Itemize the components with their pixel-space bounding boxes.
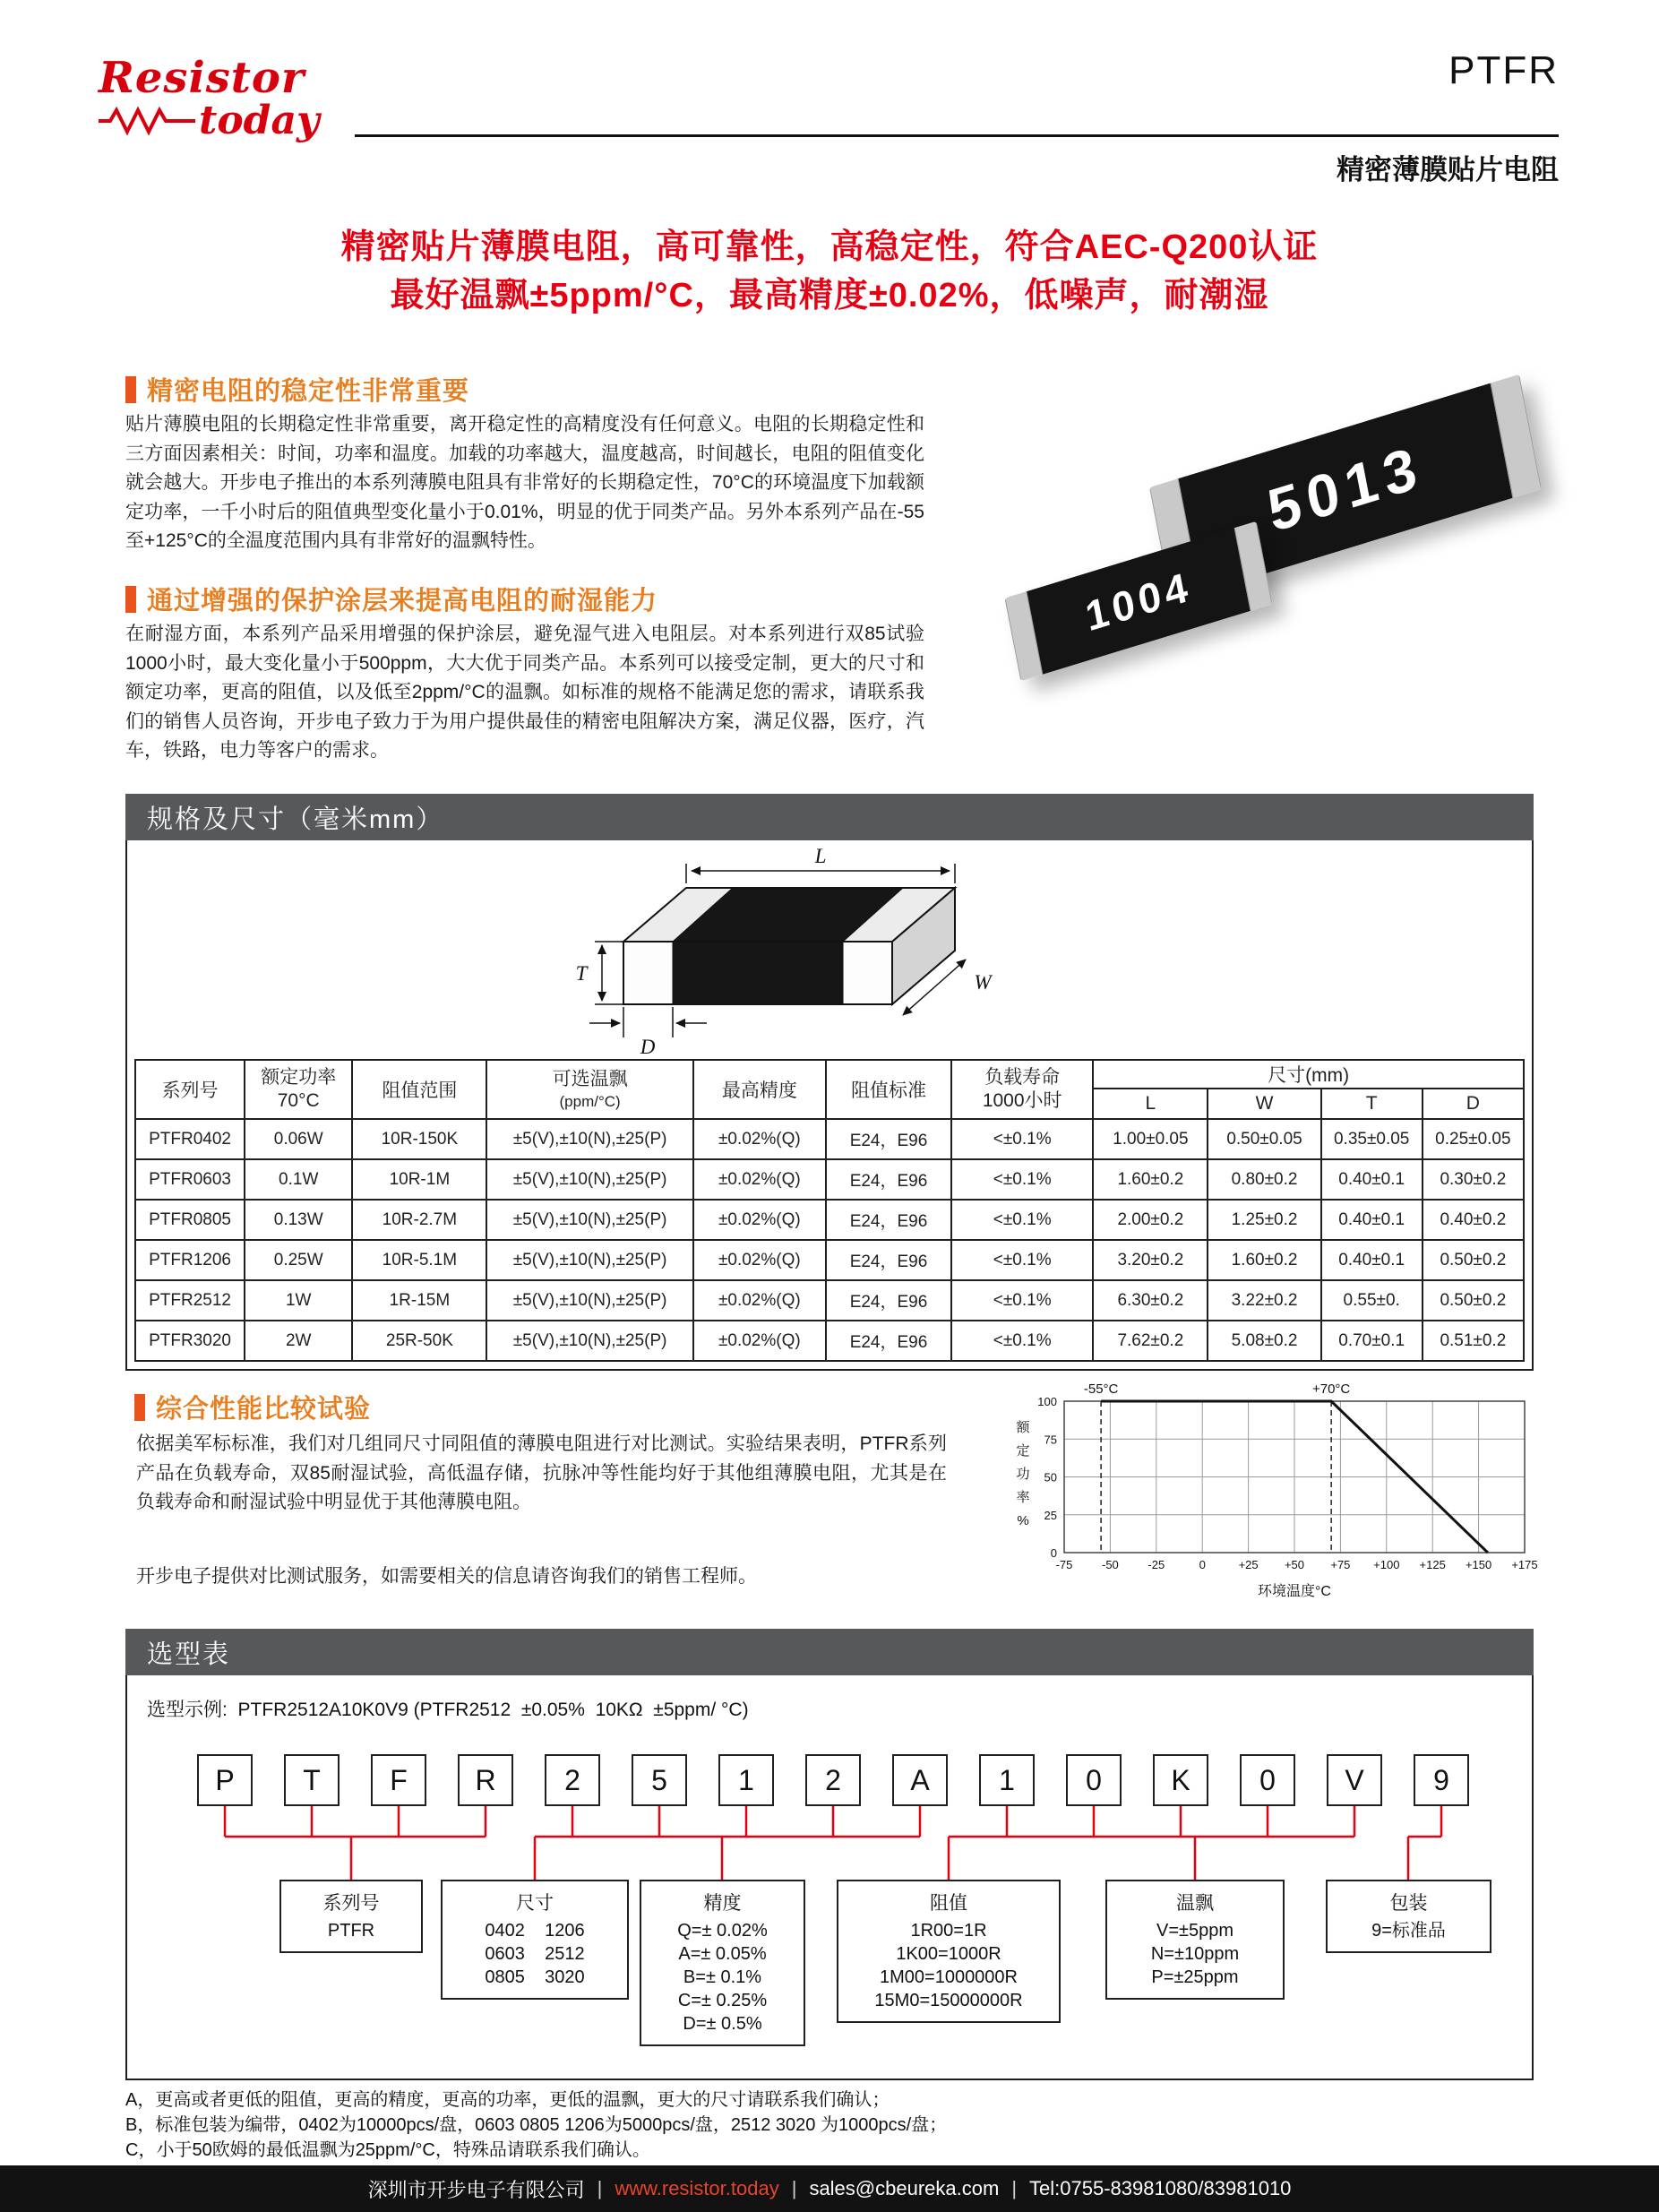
cell-power: 0.06W [245, 1119, 352, 1159]
chip-marking-small: 1004 [1027, 528, 1250, 675]
legend-packaging-line: 9=标准品 [1371, 1921, 1446, 1941]
cell-standard: E24，E96 [826, 1119, 951, 1159]
svg-text:率: 率 [1016, 1490, 1030, 1505]
logo-text-today: today [199, 98, 320, 144]
code-box-12: 0 [1240, 1754, 1295, 1806]
footnote-c: C，小于50欧姆的最低温飘为25ppm/°C，特殊品请联系我们确认。 [125, 2140, 650, 2160]
cell-L: 6.30±0.2 [1093, 1280, 1208, 1321]
legend-precision [640, 1880, 805, 2046]
code-box-11: K [1153, 1754, 1208, 1806]
svg-text:环境温度°C: 环境温度°C [1258, 1584, 1331, 1599]
code-box-9: 1 [979, 1754, 1035, 1806]
cell-power: 1W [245, 1280, 352, 1321]
cell-tcr: ±5(V),±10(N),±25(P) [486, 1321, 692, 1361]
footer-email: sales@cbeureka.com [809, 2177, 1000, 2199]
legend-resistance-line: 1M00=1000000R [879, 1967, 1018, 1987]
derating-chart [1005, 1374, 1543, 1603]
cell-range: 10R-150K [352, 1119, 486, 1159]
section-moisture-heading [125, 581, 658, 617]
chip-resistor-small [1004, 521, 1272, 682]
legend-packaging [1326, 1880, 1491, 1953]
cell-L: 2.00±0.2 [1093, 1200, 1208, 1240]
cell-standard: E24，E96 [826, 1240, 951, 1280]
footer-separator: | [791, 2177, 797, 2199]
cell-precision: ±0.02%(Q) [693, 1200, 826, 1240]
cell-D: 0.30±0.2 [1423, 1159, 1524, 1200]
cell-W: 0.80±0.2 [1208, 1159, 1320, 1200]
ordering-example: 选型示例: PTFR2512A10K0V9 (PTFR2512 ±0.05% 10KΩ ±5ppm/ °C) [147, 1700, 749, 1720]
col-header-dim-W: W [1208, 1089, 1320, 1119]
code-box-10: 0 [1066, 1754, 1122, 1806]
col-header-power-line1: 额定功率 [261, 1066, 337, 1088]
col-header-load [951, 1060, 1093, 1119]
svg-text:+75: +75 [1330, 1558, 1351, 1571]
cell-T: 0.40±0.1 [1321, 1240, 1423, 1280]
code-box-2: F [371, 1754, 426, 1806]
footer-separator: | [597, 2177, 603, 2199]
cell-standard: E24，E96 [826, 1159, 951, 1200]
svg-text:+175: +175 [1511, 1558, 1538, 1571]
legend-tcr-line: N=±10ppm [1150, 1944, 1240, 1964]
legend-packaging-title: 包装 [1389, 1893, 1428, 1914]
cell-load: <±0.1% [951, 1280, 1093, 1321]
code-box-0: P [197, 1754, 253, 1806]
col-header-standard: 阻值标准 [826, 1060, 951, 1119]
svg-text:100: 100 [1037, 1395, 1057, 1408]
legend-tcr-title: 温飘 [1176, 1893, 1214, 1914]
cell-tcr: ±5(V),±10(N),±25(P) [486, 1159, 692, 1200]
legend-precision-line: Q=± 0.02% [677, 1921, 768, 1941]
legend-precision-line: A=± 0.05% [678, 1944, 767, 1964]
table-row [135, 1119, 1524, 1159]
cell-series: PTFR3020 [135, 1321, 245, 1361]
dim-label-T: T [575, 962, 588, 985]
col-header-power-line2: 70°C [277, 1090, 320, 1111]
cell-L: 3.20±0.2 [1093, 1240, 1208, 1280]
logo-line2 [99, 100, 320, 142]
legend-size-line: 0402 1206 [485, 1921, 585, 1941]
svg-text:+70°C: +70°C [1311, 1381, 1351, 1397]
cell-W: 5.08±0.2 [1208, 1321, 1320, 1361]
cell-T: 0.35±0.05 [1321, 1119, 1423, 1159]
section-stability-body: 贴片薄膜电阻的长期稳定性非常重要，离开稳定性的高精度没有任何意义。电阻的长期稳定性和三方面因素相关：时间，功率和温度。加载的功率越大，温度越高，时间越长，电阻的阻值变化就会越大。开步电子推出的本系列薄膜电阻具有非常好的长期稳定性，70°C的环境温度下加载额定功率，一千小时后的阻值典型变化量小于0.01%，明显的优于同类产品。另外本系列产品在-55至+125°C的全温度范围内具有非常好的温飘特性。 [125, 414, 924, 552]
col-header-load-line2: 1000小时 [982, 1090, 1062, 1111]
footer-company: 深圳市开步电子有限公司 [367, 2178, 585, 2201]
legend-series [279, 1880, 423, 1953]
brand-logo [99, 53, 320, 144]
footnote-b: B，标准包装为编带，0402为10000pcs/盘，0603 0805 1206为5000pcs/盘，2512 3020 为1000pcs/盘； [125, 2115, 948, 2135]
cell-L: 1.60±0.2 [1093, 1159, 1208, 1200]
section-bar-icon [125, 586, 136, 613]
logo-text-resistor: Resistor [99, 53, 305, 103]
code-box-4: 2 [545, 1754, 600, 1806]
svg-text:-25: -25 [1148, 1558, 1165, 1571]
legend-resistance-line: 1R00=1R [910, 1921, 987, 1941]
legend-tcr [1105, 1880, 1285, 2000]
col-header-power [245, 1060, 352, 1119]
spec-table [134, 1059, 1525, 1362]
footer-separator: | [1011, 2177, 1018, 2199]
cell-load: <±0.1% [951, 1119, 1093, 1159]
svg-text:额: 额 [1016, 1420, 1030, 1435]
product-photo [1010, 391, 1569, 704]
section-moisture-title: 通过增强的保护涂层来提高电阻的耐湿能力 [147, 587, 658, 615]
col-header-load-line1: 负载寿命 [984, 1066, 1061, 1088]
cell-standard: E24，E96 [826, 1321, 951, 1361]
cell-load: <±0.1% [951, 1321, 1093, 1361]
cell-power: 0.25W [245, 1240, 352, 1280]
svg-text:75: 75 [1044, 1433, 1057, 1447]
cell-tcr: ±5(V),±10(N),±25(P) [486, 1119, 692, 1159]
headline-line2: 最好温飘±5ppm/°C，最高精度±0.02%，低噪声，耐潮湿 [390, 276, 1269, 314]
col-header-dim-L: L [1093, 1089, 1208, 1119]
col-header-dim-T: T [1321, 1089, 1423, 1119]
cell-load: <±0.1% [951, 1159, 1093, 1200]
cell-range: 10R-1M [352, 1159, 486, 1200]
legend-series-title: 系列号 [322, 1893, 380, 1914]
col-header-series: 系列号 [135, 1060, 245, 1119]
cell-W: 1.25±0.2 [1208, 1200, 1320, 1240]
cell-series: PTFR0805 [135, 1200, 245, 1240]
cell-precision: ±0.02%(Q) [693, 1119, 826, 1159]
cell-tcr: ±5(V),±10(N),±25(P) [486, 1200, 692, 1240]
section-bar-icon [125, 376, 136, 403]
product-code: PTFR [1448, 48, 1559, 92]
resistor-zigzag-icon [99, 106, 197, 136]
col-header-dimension: 尺寸(mm) [1093, 1060, 1524, 1089]
footnotes [125, 2087, 947, 2163]
spec-panel-title: 规格及尺寸（毫米mm） [147, 805, 444, 834]
table-row [135, 1280, 1524, 1321]
code-box-6: 1 [718, 1754, 774, 1806]
svg-text:+50: +50 [1284, 1558, 1305, 1571]
cell-load: <±0.1% [951, 1240, 1093, 1280]
legend-resistance-title: 阻值 [930, 1893, 967, 1914]
table-row [135, 1321, 1524, 1361]
cell-series: PTFR0402 [135, 1119, 245, 1159]
headline-line1: 精密贴片薄膜电阻，高可靠性，高稳定性，符合AEC-Q200认证 [340, 228, 1319, 266]
code-box-1: T [284, 1754, 340, 1806]
dimension-diagram [489, 848, 1170, 1058]
cell-D: 0.50±0.2 [1423, 1240, 1524, 1280]
svg-text:%: % [1017, 1513, 1029, 1528]
table-row [135, 1200, 1524, 1240]
chip-marking-large: 5013 [1178, 383, 1512, 594]
selection-panel-header [125, 1629, 1534, 1675]
headline [0, 224, 1659, 321]
dim-label-W: W [974, 971, 992, 994]
cell-power: 2W [245, 1321, 352, 1361]
svg-text:+125: +125 [1419, 1558, 1446, 1571]
code-box-3: R [458, 1754, 513, 1806]
footer-website: www.resistor.today [615, 2177, 779, 2199]
legend-precision-line: D=± 0.5% [683, 2014, 762, 2034]
cell-D: 0.51±0.2 [1423, 1321, 1524, 1361]
cell-precision: ±0.02%(Q) [693, 1159, 826, 1200]
legend-precision-title: 精度 [703, 1893, 742, 1914]
cell-tcr: ±5(V),±10(N),±25(P) [486, 1280, 692, 1321]
dim-label-D: D [640, 1036, 656, 1058]
cell-D: 0.50±0.2 [1423, 1280, 1524, 1321]
legend-resistance [837, 1880, 1061, 2023]
svg-text:0: 0 [1199, 1558, 1206, 1571]
cell-series: PTFR0603 [135, 1159, 245, 1200]
svg-text:0: 0 [1050, 1546, 1057, 1560]
section-stability-heading [125, 371, 469, 408]
cell-T: 0.70±0.1 [1321, 1321, 1423, 1361]
cell-L: 7.62±0.2 [1093, 1321, 1208, 1361]
cell-range: 1R-15M [352, 1280, 486, 1321]
cell-load: <±0.1% [951, 1200, 1093, 1240]
svg-text:+100: +100 [1373, 1558, 1400, 1571]
section-moisture-body: 在耐湿方面，本系列产品采用增强的保护涂层，避免湿气进入电阻层。对本系列进行双85试验1000小时，最大变化量小于500ppm，大大优于同类产品。本系列可以接受定制，更大的尺寸和额定功率，更高的阻值，以及低至2ppm/°C的温飘。如标准的规格不能满足您的需求，请联系我们的销售人员咨询，开步电子致力于为用户提供最佳的精密电阻解决方案，满足仪器，医疗，汽车，铁路，电力等客户的需求。 [125, 624, 924, 762]
legend-tcr-line: P=±25ppm [1151, 1967, 1239, 1987]
section-performance-body: 依据美军标标准，我们对几组同尺寸同阻值的薄膜电阻进行对比测试。实验结果表明，PTFR系列产品在负载寿命，双85耐湿试验，高低温存储，抗脉冲等性能均好于其他组薄膜电阻，尤其是在负载寿命和耐湿试验中明显优于其他薄膜电阻。 [136, 1433, 947, 1513]
svg-text:-50: -50 [1102, 1558, 1119, 1571]
col-header-precision: 最高精度 [693, 1060, 826, 1119]
cell-standard: E24，E96 [826, 1280, 951, 1321]
svg-text:功: 功 [1016, 1467, 1030, 1482]
table-row [135, 1240, 1524, 1280]
cell-W: 0.50±0.05 [1208, 1119, 1320, 1159]
dim-label-L: L [814, 848, 827, 867]
footnote-a: A，更高或者更低的阻值，更高的精度，更高的功率，更低的温飘，更大的尺寸请联系我们确认； [125, 2090, 890, 2110]
spec-panel [125, 840, 1534, 1371]
cell-range: 25R-50K [352, 1321, 486, 1361]
header-divider [355, 134, 1559, 137]
cell-precision: ±0.02%(Q) [693, 1280, 826, 1321]
cell-tcr: ±5(V),±10(N),±25(P) [486, 1240, 692, 1280]
cell-precision: ±0.02%(Q) [693, 1321, 826, 1361]
cell-L: 1.00±0.05 [1093, 1119, 1208, 1159]
svg-text:+150: +150 [1465, 1558, 1492, 1571]
cell-range: 10R-2.7M [352, 1200, 486, 1240]
legend-resistance-line: 15M0=15000000R [874, 1991, 1023, 2010]
selection-panel-title: 选型表 [147, 1640, 231, 1669]
selection-panel [125, 1675, 1534, 2080]
svg-text:50: 50 [1044, 1470, 1057, 1485]
code-box-14: 9 [1414, 1754, 1469, 1806]
col-header-tcr [486, 1060, 692, 1119]
section-performance-heading [134, 1389, 371, 1425]
section-performance-note: 开步电子提供对比测试服务，如需要相关的信息请咨询我们的销售工程师。 [136, 1566, 757, 1587]
footer-tel: Tel:0755-83981080/83981010 [1029, 2177, 1292, 2199]
cell-T: 0.40±0.1 [1321, 1159, 1423, 1200]
cell-W: 3.22±0.2 [1208, 1280, 1320, 1321]
code-box-13: V [1327, 1754, 1382, 1806]
svg-text:25: 25 [1044, 1508, 1057, 1522]
derating-chart-container [1005, 1374, 1543, 1607]
section-stability-title: 精密电阻的稳定性非常重要 [147, 377, 470, 406]
col-header-range: 阻值范围 [352, 1060, 486, 1119]
cell-D: 0.25±0.05 [1423, 1119, 1524, 1159]
legend-precision-line: C=± 0.25% [677, 1991, 768, 2010]
code-box-8: A [892, 1754, 948, 1806]
cell-T: 0.40±0.1 [1321, 1200, 1423, 1240]
svg-text:+25: +25 [1238, 1558, 1259, 1571]
legend-size [441, 1880, 629, 2000]
code-box-5: 5 [632, 1754, 687, 1806]
svg-text:-55°C: -55°C [1083, 1381, 1119, 1397]
legend-resistance-line: 1K00=1000R [896, 1944, 1001, 1964]
cell-series: PTFR2512 [135, 1280, 245, 1321]
svg-text:-75: -75 [1055, 1558, 1073, 1571]
col-header-tcr-line2: (ppm/°C) [559, 1092, 621, 1110]
spec-panel-header [125, 794, 1534, 840]
section-performance-title: 综合性能比较试验 [156, 1395, 372, 1424]
product-subtitle: 精密薄膜贴片电阻 [1337, 154, 1559, 185]
col-header-tcr-line1: 可选温飘 [552, 1069, 628, 1090]
section-bar-icon [134, 1394, 145, 1421]
cell-T: 0.55±0. [1321, 1280, 1423, 1321]
legend-series-line: PTFR [327, 1921, 375, 1941]
svg-text:定: 定 [1016, 1443, 1030, 1459]
legend-tcr-line: V=±5ppm [1156, 1921, 1234, 1941]
legend-size-line: 0603 2512 [485, 1944, 585, 1964]
legend-size-title: 尺寸 [516, 1893, 554, 1914]
cell-power: 0.13W [245, 1200, 352, 1240]
cell-series: PTFR1206 [135, 1240, 245, 1280]
cell-precision: ±0.02%(Q) [693, 1240, 826, 1280]
cell-range: 10R-5.1M [352, 1240, 486, 1280]
col-header-dim-D: D [1423, 1089, 1524, 1119]
cell-power: 0.1W [245, 1159, 352, 1200]
code-box-7: 2 [805, 1754, 861, 1806]
legend-precision-line: B=± 0.1% [683, 1967, 762, 1987]
cell-standard: E24，E96 [826, 1200, 951, 1240]
legend-size-line: 0805 3020 [485, 1967, 585, 1987]
table-row [135, 1159, 1524, 1200]
code-connector-lines [127, 1675, 1532, 2077]
footer-bar [0, 2165, 1659, 2212]
cell-D: 0.40±0.2 [1423, 1200, 1524, 1240]
cell-W: 1.60±0.2 [1208, 1240, 1320, 1280]
